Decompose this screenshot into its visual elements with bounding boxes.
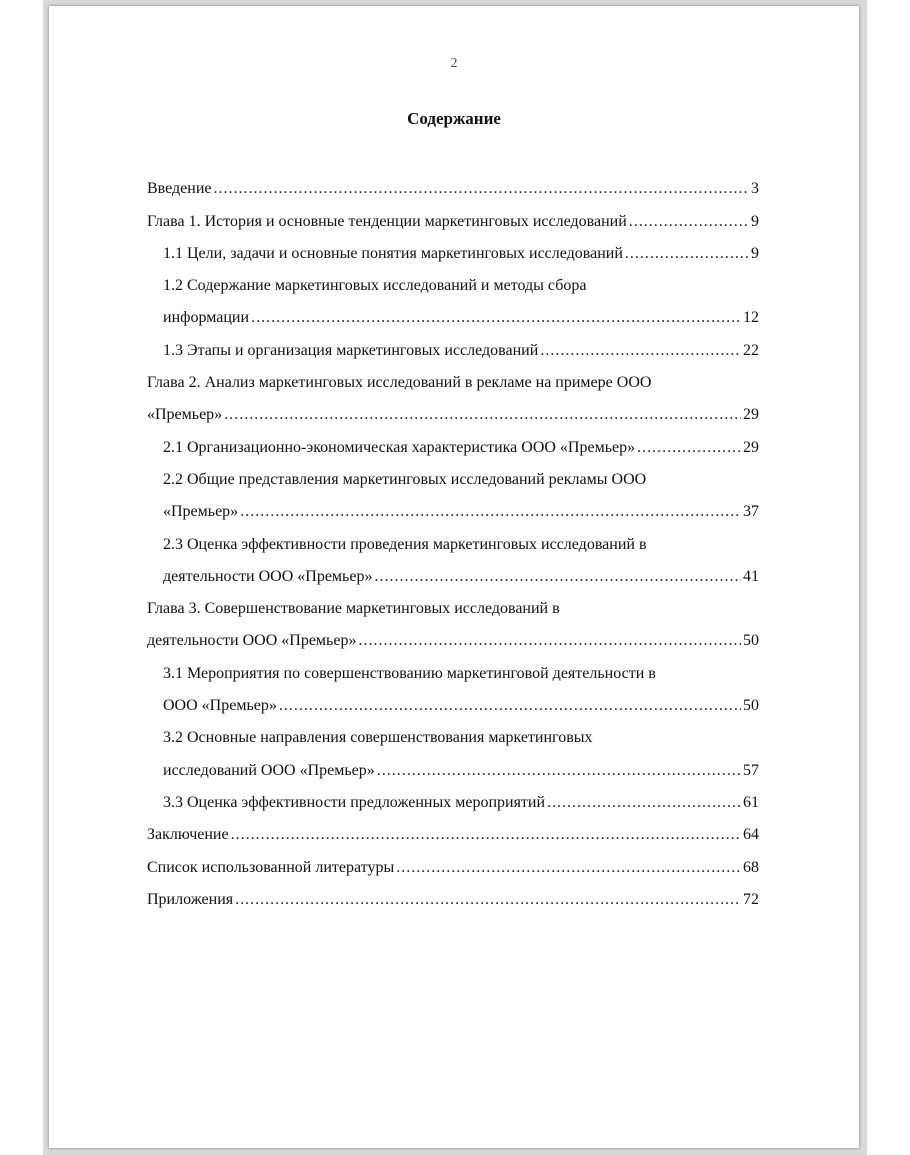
toc-entry[interactable] [147,845,759,877]
toc-entry-label: 2.1 Организационно-экономическая характеристика ООО «Премьер» [163,438,636,456]
toc-dot-leader [279,696,741,716]
toc-entry-page: 41 [743,567,759,585]
toc-entry-page: 50 [743,697,759,715]
toc-entry[interactable] [147,684,759,716]
toc-entry-label: деятельности ООО «Премьер» [163,567,373,585]
toc-entry-label: 3.3 Оценка эффективности предложенных мероприятий [163,793,546,811]
toc-entry-label: Введение [147,180,212,198]
toc-entry[interactable] [147,522,759,554]
toc-entry[interactable] [147,361,759,393]
toc-dot-leader [224,405,741,425]
toc-dot-leader [629,212,749,232]
toc-entry-page: 50 [743,632,759,650]
toc-entry-label: Глава 3. Совершенствование маркетинговых исследований в [147,600,560,618]
toc-entry[interactable] [147,328,759,360]
toc-dot-leader [377,761,741,781]
toc-entry-label: Приложения [147,890,234,908]
toc-entry-label: 1.3 Этапы и организация маркетинговых исследований [163,341,539,359]
toc-entry-label: 2.3 Оценка эффективности проведения маркетинговых исследований в [163,535,647,553]
toc-entry[interactable] [147,748,759,780]
toc-entry-label: Глава 2. Анализ маркетинговых исследований в рекламе на примере ООО [147,374,652,392]
toc-entry-label: 1.1 Цели, задачи и основные понятия маркетинговых исследований [163,244,623,262]
toc-dot-leader [235,890,741,910]
toc-entry-page: 57 [743,761,759,779]
toc-entry-label: деятельности ООО «Премьер» [147,632,357,650]
toc-entry-page: 3 [751,180,759,198]
toc-entry-page: 68 [743,858,759,876]
toc-entry[interactable] [147,619,759,651]
toc-entry-label: Список использованной литературы [147,858,395,876]
toc-entry-label: «Премьер» [147,406,223,424]
toc-title: Содержание [407,109,501,128]
toc-dot-leader [396,858,741,878]
toc-entry[interactable] [147,716,759,748]
toc-entry-label: 1.2 Содержание маркетинговых исследований и методы сбора [163,277,587,295]
toc-dot-leader [231,825,741,845]
toc-entry-page: 22 [743,341,759,359]
toc-dot-leader [540,341,741,361]
toc-entry[interactable] [147,490,759,522]
toc-entry-page: 72 [743,890,759,908]
toc-entry-page: 29 [743,438,759,456]
toc-entry[interactable] [147,296,759,328]
toc-entry[interactable] [147,813,759,845]
toc-entry-page: 12 [743,309,759,327]
toc-dot-leader [240,502,741,522]
table-of-contents [147,167,759,910]
toc-entry[interactable] [147,878,759,910]
toc-entry-page: 29 [743,406,759,424]
toc-entry-label: 3.1 Мероприятия по совершенствованию маркетинговой деятельности в [163,664,656,682]
toc-entry[interactable] [147,264,759,296]
toc-entry-page: 37 [743,503,759,521]
toc-entry-label: ООО «Премьер» [163,697,277,715]
toc-entry-page: 61 [743,793,759,811]
toc-entry[interactable] [147,555,759,587]
toc-entry-label: Заключение [147,826,229,844]
toc-dot-leader [547,793,741,813]
toc-entry[interactable] [147,167,759,199]
toc-entry-page: 9 [751,212,759,230]
toc-entry[interactable] [147,651,759,683]
toc-entry-label: Глава 1. История и основные тенденции маркетинговых исследований [147,212,627,230]
document-page [49,6,859,1148]
toc-dot-leader [251,308,741,328]
toc-entry[interactable] [147,393,759,425]
toc-entry-label: 3.2 Основные направления совершенствования маркетинговых [163,729,593,747]
toc-entry-label: «Премьер» [163,503,239,521]
toc-dot-leader [214,179,750,199]
toc-entry-label: исследований ООО «Премьер» [163,761,375,779]
toc-entry[interactable] [147,199,759,231]
page-number: 2 [450,56,458,71]
toc-dot-leader [374,567,741,587]
toc-entry-page: 64 [743,826,759,844]
toc-entry[interactable] [147,425,759,457]
toc-entry[interactable] [147,458,759,490]
toc-entry-label: информации [163,309,250,327]
toc-dot-leader [625,244,749,264]
toc-entry[interactable] [147,232,759,264]
toc-entry[interactable] [147,781,759,813]
toc-entry-label: 2.2 Общие представления маркетинговых исследований рекламы ООО [163,470,647,488]
toc-dot-leader [637,438,741,458]
toc-entry-page: 9 [751,244,759,262]
toc-entry[interactable] [147,587,759,619]
toc-dot-leader [358,631,741,651]
